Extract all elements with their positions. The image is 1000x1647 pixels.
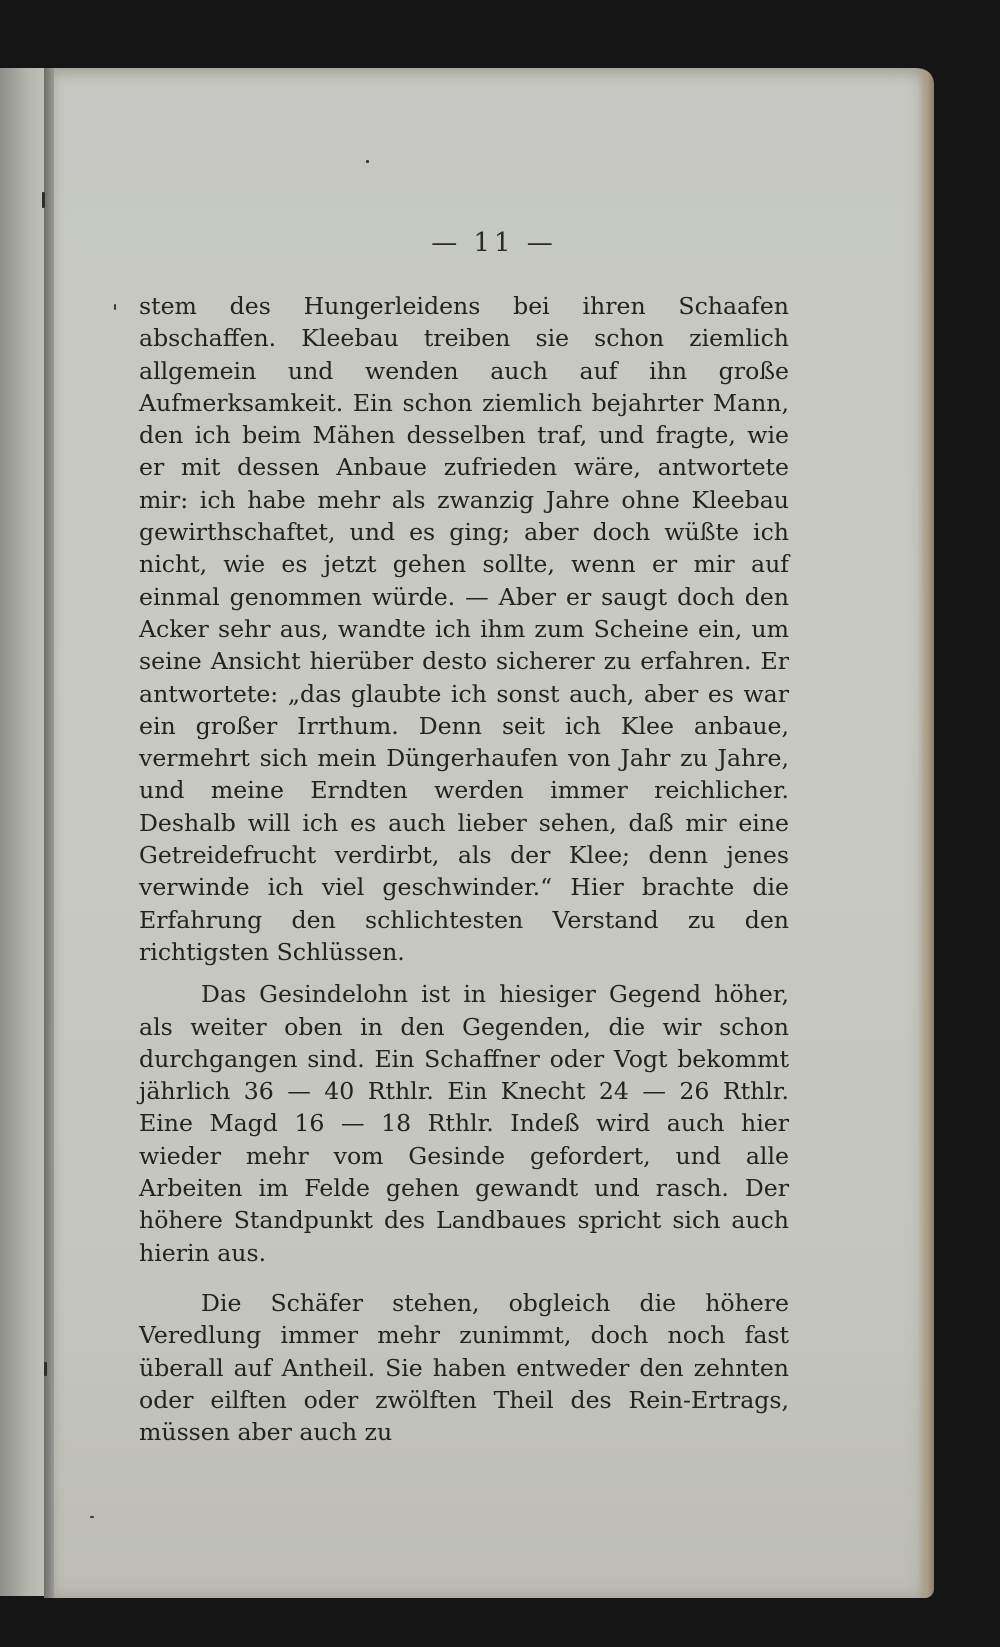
previous-page-edge: [0, 68, 50, 1596]
paragraph-2: Das Gesindelohn ist in hiesiger Gegend höher, als weiter oben in den Gegenden, die wir schon durchgangen sind. Ein Schaffner oder Vogt bekommt jährlich 36 — 40 Rthlr. Ein Knecht 24 — 26 Rthlr. Eine Magd 16 — 18 Rthlr. Indeß wird auch hier wieder mehr vom Gesinde gefordert, und alle Arbeiten im Felde gehen gewandt und rasch. Der höhere Standpunkt des Landbaues spricht sich auch hierin aus.: [139, 980, 789, 1267]
paper-speck: [114, 304, 116, 310]
paragraph-1: stem des Hungerleidens bei ihren Schaafen abschaffen. Kleebau treiben sie schon ziemlich allgemein und wenden auch auf ihn große Aufmerksamkeit. Ein schon ziemlich bejahrter Mann, den ich beim Mähen desselben traf, und fragte, wie er mit dessen Anbaue zufrieden wäre, antwortete mir: ich habe mehr als zwanzig Jahre ohne Kleebau gewirthschaftet, und es ging; aber doch wüßte ich nicht, wie es jetzt gehen sollte, wenn er mir auf einmal genommen würde. — Aber er saugt doch den Acker sehr aus, wandte ich ihm zum Scheine ein, um seine Ansicht hierüber desto sicherer zu erfahren. Er antwortete: „das glaubte ich sonst auch, aber es war ein großer Irrthum. Denn seit ich Klee anbaue, vermehrt sich mein Düngerhaufen von Jahr zu Jahre, und meine Erndten werden immer reichlicher. Deshalb will ich es auch lieber sehen, daß mir eine Getreidefrucht verdirbt, als der Klee; denn jenes verwinde ich viel geschwinder.“ Hier brachte die Erfahrung den schlichtesten Verstand zu den richtigsten Schlüssen.: [139, 292, 789, 966]
paper-speck: [366, 160, 369, 163]
page-edge-shadow: [918, 68, 934, 1598]
paragraph-3: Die Schäfer stehen, obgleich die höhere Veredlung immer mehr zunimmt, doch noch fast überall auf Antheil. Sie haben entweder den zehnten oder eilften oder zwölften Theil des Rein-Ertrags, müssen aber auch zu: [139, 1288, 789, 1447]
page-number-header: — 11 —: [431, 228, 557, 258]
page-mark: [44, 1362, 47, 1376]
body-text: [139, 290, 789, 1448]
paper-speck: [90, 1516, 94, 1518]
book-page: [54, 68, 934, 1598]
page-mark: [42, 192, 45, 208]
